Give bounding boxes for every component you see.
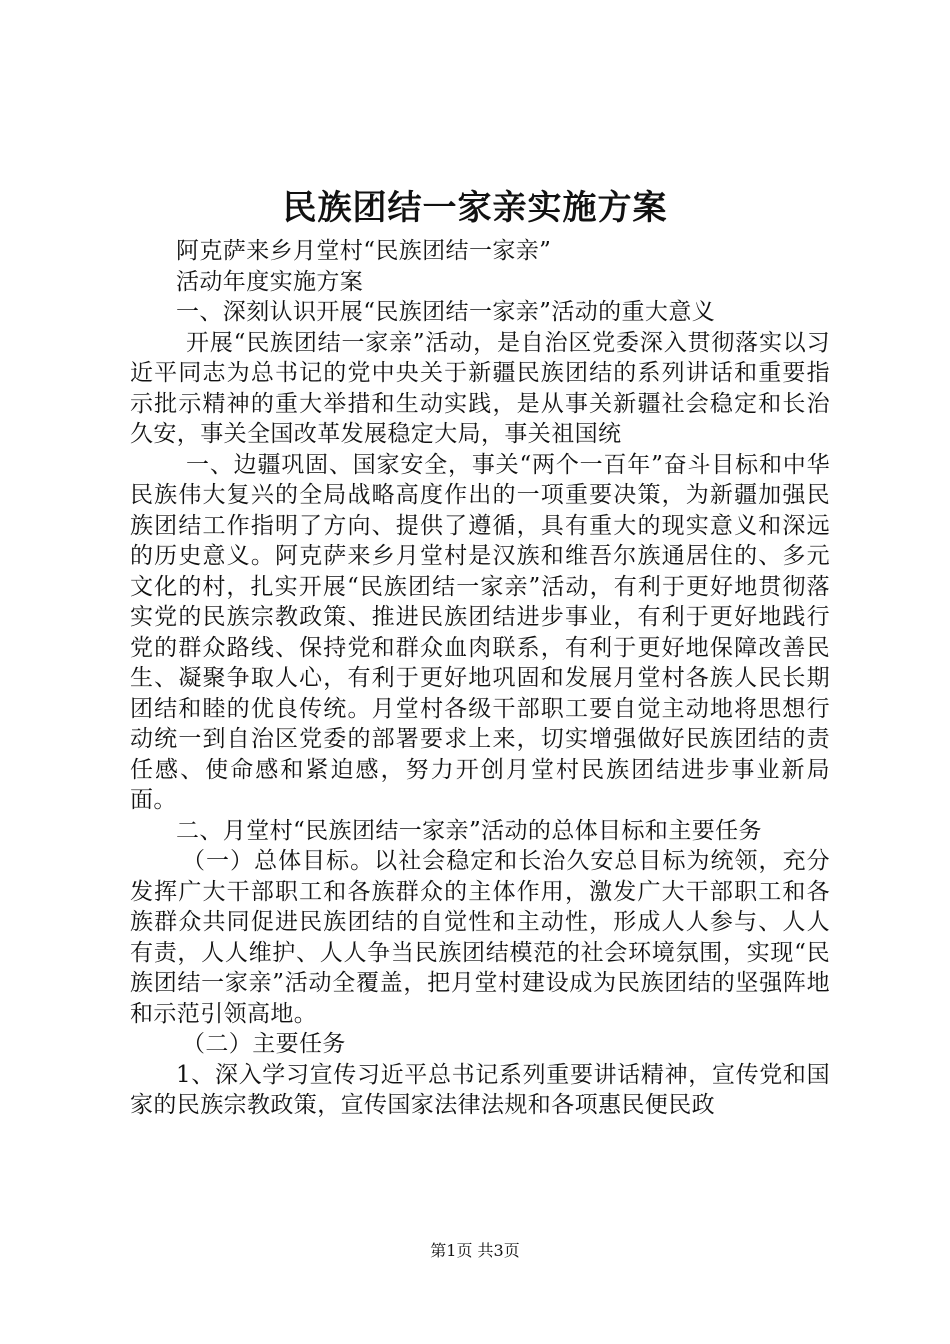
section-heading-1: 一、深刻认识开展“民族团结一家亲”活动的重大意义 xyxy=(176,299,716,325)
paragraph-goal: （一）总体目标。以社会稳定和长治久安总目标为统领，充分发挥广大干部职工和各族群众的主体作用，激发广大干部职工和各族群众共同促进民族团结的自觉性和主动性，形成人人参与、人人有责，人人维护、人人争当民族团结模范的社会环境氛围，实现“民族团结一家亲”活动全覆盖，把月堂村建设成为民族团结的坚强阵地和示范引领高地。 xyxy=(130,848,830,1027)
page-number-footer: 第1页 共3页 xyxy=(430,1241,520,1260)
subtitle-line-2: 活动年度实施方案 xyxy=(176,268,364,295)
paragraph-2: 一、边疆巩固、国家安全，事关“两个一百年”奋斗目标和中华民族伟大复兴的全局战略高度作出的一项重要决策，为新疆加强民族团结工作指明了方向、提供了遵循，具有重大的现实意义和深远的历史意义。阿克萨来乡月堂村是汉族和维吾尔族通居住的、多元文化的村，扎实开展“民族团结一家亲”活动，有利于更好地贯彻落实党的民族宗教政策、推进民族团结进步事业，有利于更好地践行党的群众路线、保持党和群众血肉联系，有利于更好地保障改善民生、凝聚争取人心，有利于更好地巩固和发展月堂村各族人民长期团结和睦的优良传统。月堂村各级干部职工要自觉主动地将思想行动统一到自治区党委的部署要求上来，切实增强做好民族团结的责任感、使命感和紧迫感，努力开创月堂村民族团结进步事业新局面。 xyxy=(130,451,830,813)
document-title: 民族团结一家亲实施方案 xyxy=(282,188,668,228)
subtitle-line-1: 阿克萨来乡月堂村“民族团结一家亲” xyxy=(176,238,552,264)
section-heading-2: 二、月堂村“民族团结一家亲”活动的总体目标和主要任务 xyxy=(176,817,762,844)
subheading-tasks: （二）主要任务 xyxy=(182,1031,346,1057)
paragraph-1: 开展“民族团结一家亲”活动，是自治区党委深入贯彻落实以习近平同志为总书记的党中央关于新疆民族团结的系列讲话和重要指示批示精神的重大举措和生动实践，是从事关新疆社会稳定和长治久安，事关全国改革发展稳定大局，事关祖国统 xyxy=(130,329,830,447)
paragraph-task-1: 1、深入学习宣传习近平总书记系列重要讲话精神，宣传党和国家的民族宗教政策，宣传国家法律法规和各项惠民便民政 xyxy=(130,1061,830,1118)
document-body xyxy=(130,236,830,1121)
